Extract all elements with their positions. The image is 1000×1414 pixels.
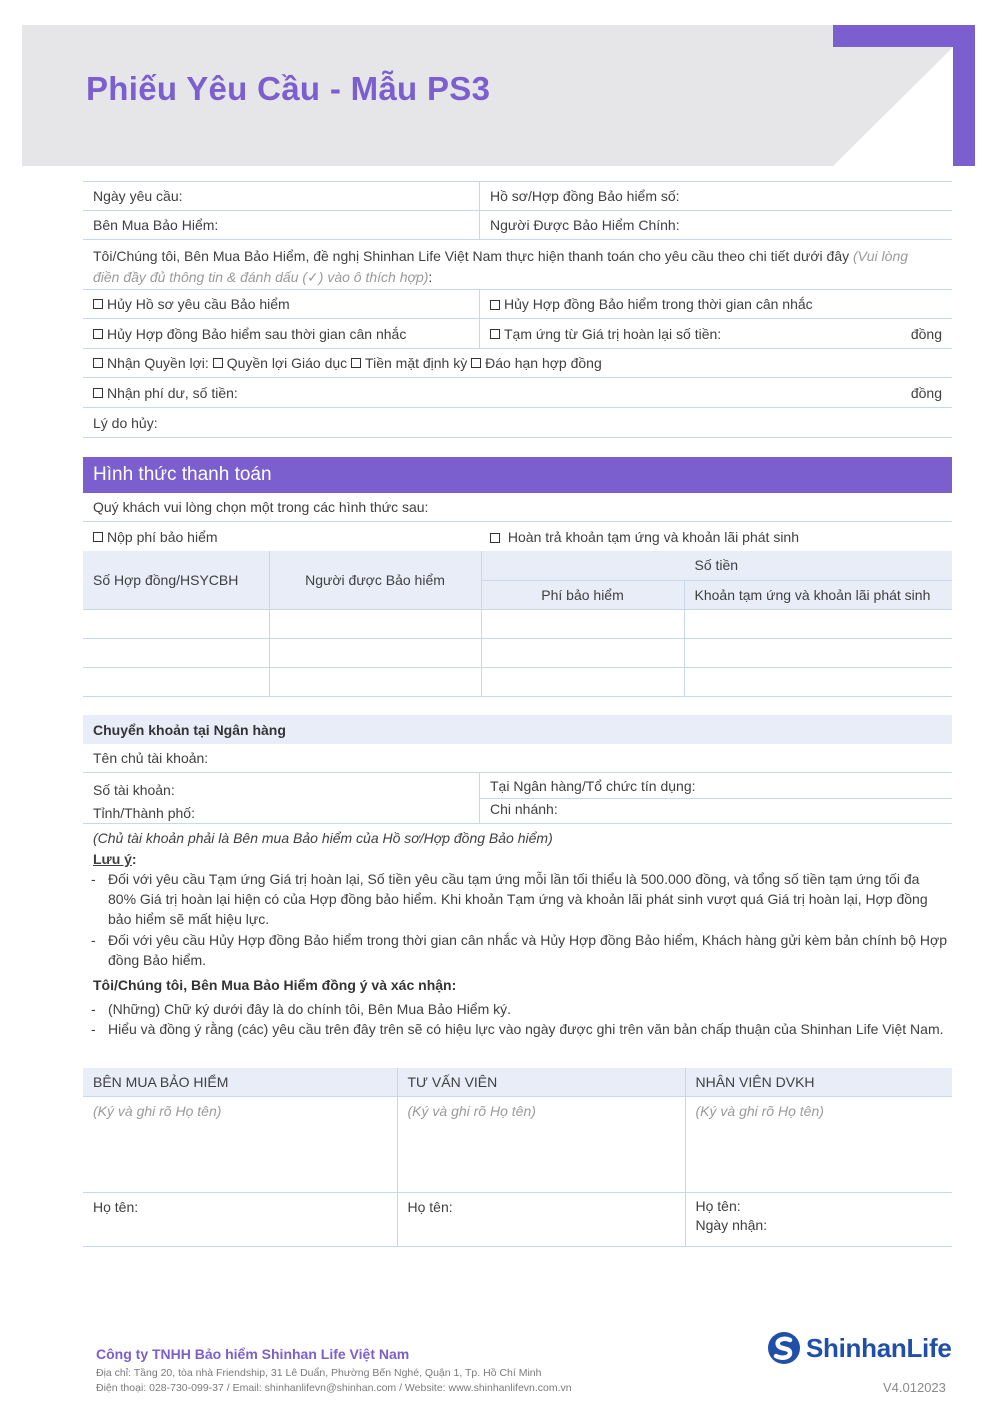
signature-table (83, 1068, 952, 1247)
col-insured-header: Người được Bảo hiểm (269, 551, 481, 609)
city-field[interactable]: Tỉnh/Thành phố: (83, 799, 480, 823)
note-item: - Đối với yêu cầu Tạm ứng Giá trị hoàn lại, Số tiền yêu cầu tạm ứng mỗi lần tối thiểu là 500.000 đồng, và tổng số tiền tạm ứng tối đa 80% Giá trị hoàn lại hiện có của Hợp đồng bảo hiểm. Khi khoản Tạm ứng và khoản lãi phát sinh vượt quá Giá trị hoàn lại, Hợp đồng bảo hiểm sẽ mất hiệu lực. (91, 871, 928, 927)
version-label: V4.012023 (883, 1380, 946, 1395)
insured-field[interactable]: Người Được Bảo Hiểm Chính: (490, 217, 680, 233)
checkbox-icon[interactable] (490, 329, 500, 339)
checkbox-icon[interactable] (93, 388, 103, 398)
row-reason (83, 408, 952, 438)
account-number-field[interactable]: Số tài khoản: (83, 773, 480, 799)
option-advance[interactable]: Tạm ứng từ Giá trị hoàn lại số tiền: đồng (480, 326, 952, 342)
checkbox-icon[interactable] (213, 358, 223, 368)
col-premium-header: Phí bảo hiểm (481, 580, 684, 609)
option-cancel-application[interactable]: Hủy Hồ sơ yêu cầu Bảo hiểm (83, 290, 480, 318)
branch-field[interactable]: Chi nhánh: (490, 801, 558, 817)
option-benefits: Nhận Quyền lợi: Quyền lợi Giáo dục Tiền mặt định kỳ Đáo hạn hợp đồng (83, 349, 602, 377)
page-title: Phiếu Yêu Cầu - Mẫu PS3 (86, 70, 491, 107)
currency-label: đồng (910, 325, 942, 342)
sig-agent-header: TƯ VẤN VIÊN (397, 1068, 685, 1096)
row-date (83, 181, 952, 211)
checkbox-icon[interactable] (490, 300, 500, 310)
logo-text: ShinhanLife (806, 1332, 952, 1363)
policy-owner-field[interactable]: Bên Mua Bảo Hiểm: (83, 211, 480, 239)
row-choose (83, 493, 952, 522)
row-excess (83, 378, 952, 408)
sig-staff-header: NHÂN VIÊN DVKH (685, 1068, 952, 1096)
checkbox-icon[interactable] (351, 358, 361, 368)
option-repay[interactable]: Hoàn trả khoản tạm ứng và khoản lãi phát sinh (480, 529, 952, 545)
row-payment-options (83, 522, 952, 551)
confirm-heading: Tôi/Chúng tôi, Bên Mua Bảo Hiểm đồng ý và xác nhận: (93, 977, 457, 993)
sig-owner-box[interactable]: (Ký và ghi rõ Họ tên) (83, 1096, 397, 1192)
confirm-item: - (Những) Chữ ký dưới đây là do chính tôi, Bên Mua Bảo Hiểm ký. (91, 1001, 512, 1017)
row-owner (83, 211, 952, 240)
checkbox-icon[interactable] (93, 299, 103, 309)
table-row (83, 609, 952, 638)
payment-table (83, 551, 952, 697)
table-row (83, 638, 952, 667)
currency-label: đồng (910, 384, 942, 401)
row-holder (83, 744, 952, 773)
bank-name-field[interactable]: Tại Ngân hàng/Tổ chức tín dụng: (480, 773, 952, 799)
row-options-1 (83, 290, 952, 319)
confirm-item: - Hiểu và đồng ý rằng (các) yêu cầu trên đây trên sẽ có hiệu lực vào ngày được ghi trên văn bản chấp thuận của Shinhan Life Việt Nam. (91, 1021, 944, 1037)
sig-staff-received[interactable]: Ngày nhận: (695, 1216, 768, 1233)
account-holder-field[interactable]: Tên chủ tài khoản: (93, 750, 209, 766)
row-options-2 (83, 319, 952, 349)
col-amount-header: Số tiền (481, 551, 952, 580)
col-loan-header: Khoản tạm ứng và khoản lãi phát sinh (684, 580, 952, 609)
sig-staff-details (685, 1192, 952, 1246)
sig-owner-name[interactable]: Họ tên: (83, 1192, 397, 1246)
sig-owner-header: BÊN MUA BẢO HIỂM (83, 1068, 397, 1096)
reason-field[interactable]: Lý do hủy: (93, 414, 158, 431)
shinhan-logo-icon (767, 1331, 801, 1365)
request-date-field[interactable]: Ngày yêu cầu: (83, 181, 480, 210)
col-contract-header: Số Hợp đồng/HSYCBH (83, 551, 269, 609)
notes-label: Lưu ý: (93, 851, 137, 867)
footer-contact: Điện thoại: 028-730-099-37 / Email: shinhanlifevn@shinhan.com / Website: www.shinhanlifevn.com.vn (96, 1382, 572, 1394)
payment-choose-text: Quý khách vui lòng chọn một trong các hình thức sau: (93, 499, 429, 515)
checkbox-icon[interactable] (471, 358, 481, 368)
intro-text: Tôi/Chúng tôi, Bên Mua Bảo Hiểm, đề nghị Shinhan Life Việt Nam thực hiện thanh toán cho yêu cầu theo chi tiết dưới đây (Vui lòng điền đầy đủ thông tin & đánh dấu (✓) vào ô thích hợp): (93, 248, 909, 285)
intro-note: (Vui lòng điền đầy đủ thông tin & đánh dấu (✓) vào ô thích hợp) (93, 248, 909, 285)
policy-number-field[interactable]: Hồ sơ/Hợp đồng Bảo hiểm số: (490, 187, 680, 204)
checkbox-icon[interactable] (93, 532, 103, 542)
footer-address: Địa chỉ: Tầng 20, tòa nhà Friendship, 31 Lê Duẩn, Phường Bến Nghé, Quận 1, Tp. Hồ Chí Minh (96, 1367, 542, 1379)
row-account (83, 773, 952, 799)
option-cancel-freelook[interactable]: Hủy Hợp đồng Bảo hiểm trong thời gian cân nhắc (480, 296, 952, 312)
table-row (83, 667, 952, 696)
checkbox-icon[interactable] (93, 358, 103, 368)
sig-staff-name[interactable]: Họ tên: (695, 1197, 741, 1214)
bank-note: (Chủ tài khoản phải là Bên mua Bảo hiểm của Hồ sơ/Hợp đồng Bảo hiểm) (93, 830, 553, 846)
checkbox-icon[interactable] (490, 533, 500, 543)
option-cancel-after[interactable]: Hủy Hợp đồng Bảo hiểm sau thời gian cân nhắc (83, 319, 480, 348)
footer-company: Công ty TNHH Bảo hiểm Shinhan Life Việt Nam (96, 1346, 410, 1362)
sig-agent-name[interactable]: Họ tên: (397, 1192, 685, 1246)
shinhanlife-logo (767, 1331, 951, 1365)
option-excess[interactable]: Nhận phí dư, số tiền: (83, 378, 238, 407)
row-intro (83, 240, 952, 290)
bank-heading: Chuyển khoản tại Ngân hàng (83, 715, 952, 744)
checkbox-icon[interactable] (93, 329, 103, 339)
note-item: - Đối với yêu cầu Hủy Hợp đồng Bảo hiểm trong thời gian cân nhắc và Hủy Hợp đồng Bảo hiểm, Khách hàng gửi kèm bản chính bộ Hợp đồng Bảo hiểm. (91, 932, 947, 968)
row-city (83, 799, 952, 824)
option-premium[interactable]: Nộp phí bảo hiểm (83, 522, 480, 551)
header-accent-shape (833, 25, 975, 166)
payment-heading: Hình thức thanh toán (83, 457, 952, 493)
sig-agent-box[interactable]: (Ký và ghi rõ Họ tên) (397, 1096, 685, 1192)
row-benefits (83, 349, 952, 378)
sig-staff-box[interactable]: (Ký và ghi rõ Họ tên) (685, 1096, 952, 1192)
